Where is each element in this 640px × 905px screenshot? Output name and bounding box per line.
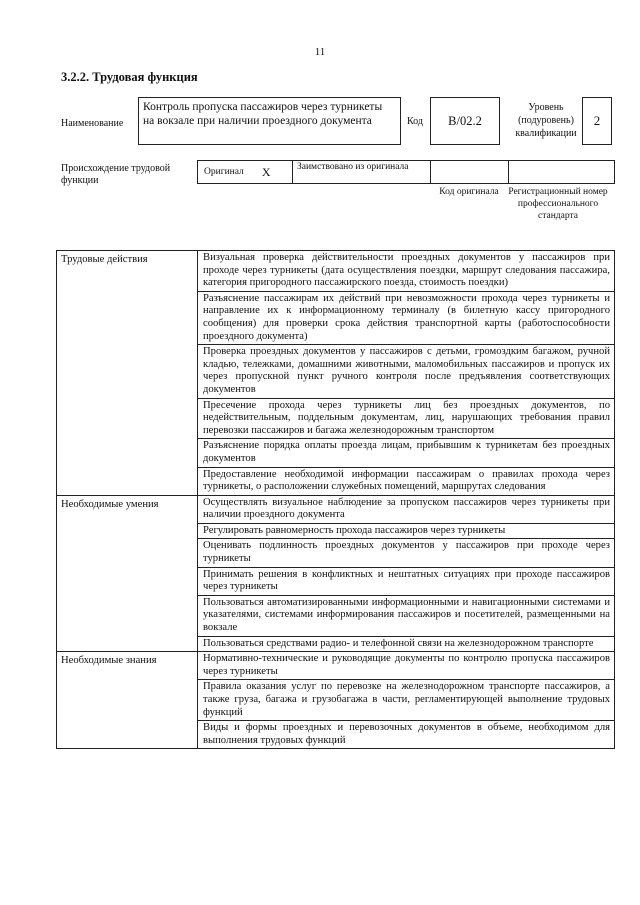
- description-cell: Проверка проездных документов у пассажиров с детьми, громоздким багажом, ручной кладью, тележками, домашними животными, маломобильных пассажиров и пропуск их через пропускной пункт ручного контроля после предъявления соответствующих документов: [198, 345, 615, 398]
- qualification-level-box: 2: [582, 97, 612, 145]
- description-cell: Принимать решения в конфликтных и нештатных ситуациях при проходе пассажиров через турникеты: [198, 567, 615, 595]
- description-cell: Осуществлять визуальное наблюдение за пропуском пассажиров через турникеты при наличии проездного документа: [198, 495, 615, 523]
- description-cell: Регулировать равномерность прохода пассажиров через турникеты: [198, 523, 615, 539]
- registration-number-caption: Регистрационный номер профессионального стандарта: [508, 187, 608, 221]
- function-name-box: Контроль пропуска пассажиров через турникеты на вокзале при наличии проездного документа: [138, 97, 401, 145]
- original-code-caption: Код оригинала: [439, 187, 499, 197]
- description-cell: Пользоваться средствами радио- и телефонной связи на железнодорожном транспорте: [198, 636, 615, 652]
- registration-number-cell: [509, 161, 614, 183]
- original-mark: X: [261, 164, 271, 179]
- description-cell: Разъяснение пассажирам их действий при невозможности прохода через турникеты и направление их к информационному терминалу (в билетную кассу пригородного сообщения) для проверки срока действия транспортной карты (работоспособности проездного документа): [198, 291, 615, 344]
- table-row: [57, 251, 615, 292]
- description-cell: Предоставление необходимой информации пассажирам о правилах прохода через турникеты, о расположении служебных помещений, маршрутах следования: [198, 467, 615, 495]
- description-cell: Правила оказания услуг по перевозке на железнодорожном транспорте пассажиров, а также груза, багажа и грузобагажа в части, регламентирующей выполнение трудовых функций: [198, 680, 615, 721]
- origin-row: [197, 160, 615, 184]
- category-cell: Трудовые действия: [57, 251, 198, 496]
- description-cell: Нормативно-технические и руководящие документы по контролю пропуска пассажиров через турникеты: [198, 652, 615, 680]
- qualification-level-label: Уровень (подуровень) квалификации: [515, 102, 577, 139]
- labor-function-table: [56, 250, 615, 749]
- original-label: Оригинал: [204, 166, 244, 177]
- code-label: Код: [407, 116, 423, 127]
- description-cell: Оценивать подлинность проездных документов у пассажиров при проходе через турникеты: [198, 539, 615, 567]
- table-row: [57, 652, 615, 680]
- description-cell: Виды и формы проездных и перевозочных документов в объеме, необходимом для выполнения трудовых функций: [198, 721, 615, 749]
- description-cell: Разъяснение порядка оплаты проезда лицам, прибывшим к турникетам без проездных документов: [198, 439, 615, 467]
- category-cell: Необходимые умения: [57, 495, 198, 652]
- original-code-cell: [431, 161, 509, 183]
- function-code-box: B/02.2: [430, 97, 500, 145]
- description-cell: Пользоваться автоматизированными информационными и навигационными системами и указателями, системами информирования пассажиров и посетителей, размещенными на вокзале: [198, 595, 615, 636]
- section-title: 3.2.2. Трудовая функция: [61, 70, 198, 84]
- origin-original-cell: [198, 161, 293, 183]
- origin-label: Происхождение трудовой функции: [61, 163, 171, 186]
- table-row: [57, 495, 615, 523]
- description-cell: Визуальная проверка действительности проездных документов у пассажиров при проходе через турникеты (дата осуществления поездки, маршрут следования пассажира, категория пригородного пассажирского поезда, стоимость поездки): [198, 251, 615, 292]
- name-label: Наименование: [61, 118, 124, 129]
- page-number: 11: [314, 46, 326, 58]
- category-cell: Необходимые знания: [57, 652, 198, 749]
- description-cell: Пресечение прохода через турникеты лиц без проездных документов, по недействительным, поддельным документам, лиц, нарушающих требования правил перевозки пассажиров и багажа железнодорожным транспортом: [198, 398, 615, 439]
- borrowed-cell: Заимствовано из оригинала: [293, 161, 431, 183]
